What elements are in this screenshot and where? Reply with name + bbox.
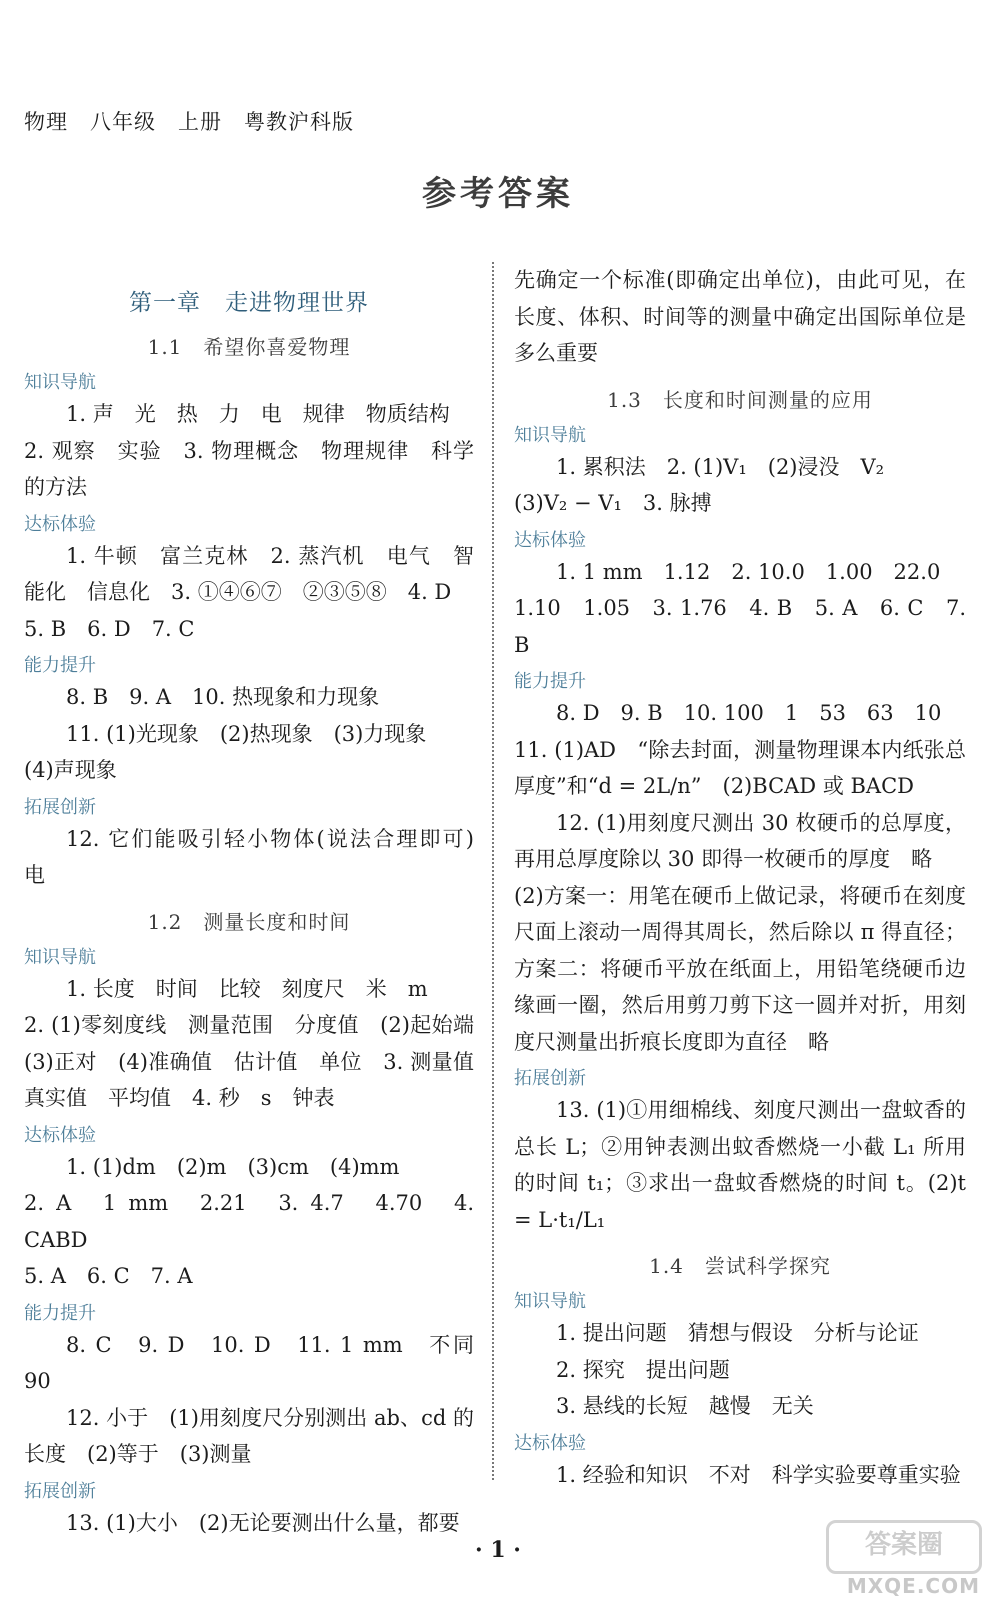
answer-line: 12. 小于 (1)用刻度尺分别测出 ab、cd 的长度 (2)等于 (3)测量 [24,1405,474,1466]
answer-line: 1. 牛顿 富兰克林 2. 蒸汽机 电气 智能化 信息化 3. ①④⑥⑦ ②③⑤⑧ 4. D [24,543,474,604]
watermark-url: MXQE.COM [846,1574,980,1598]
answer-line: 1. 累积法 2. (1)V₁ (2)浸没 V₂ [556,454,885,479]
right-column [514,262,966,1493]
label-extension: 拓展创新 [24,1480,96,1502]
left-column [24,262,495,1541]
answer-line: 5. B 6. D 7. C [24,616,195,641]
label-extension: 拓展创新 [514,1068,586,1089]
label-ability: 能力提升 [24,1302,96,1324]
label-knowledge: 知识导航 [514,1291,586,1312]
answer-line: 8. B 9. A 10. 热现象和力现象 [66,685,380,709]
answer-line: 2. (1)零刻度线 测量范围 分度值 (2)起始端 (3)正对 (4)准确值 估计值 单位 3. 测量值 真实值 平均值 4. 秒 s 钟表 [24,1013,495,1110]
label-knowledge: 知识导航 [514,424,586,446]
answer-continuation: 先确定一个标准(即确定出单位)，由此可见，在长度、体积、时间等的测量中确定出国际单位是多么重要 [514,268,966,365]
book-header: 物理 八年级 上册 粤教沪科版 [24,110,354,134]
label-ability: 能力提升 [24,655,96,676]
label-practice: 达标体验 [24,513,96,535]
answer-line: (2)方案一：用笔在硬币上做记录，将硬币在刻度尺面上滚动一周得其周长，然后除以 π 得直径；方案二：将硬币平放在纸面上，用铅笔绕硬币边缘画一圈，然后用剪刀剪下这一圆并对折，用刻度尺测量出折痕长度即为直径 略 [514,883,966,1054]
label-ability: 能力提升 [514,671,586,692]
answer-line: 1. 经验和知识 不对 科学实验要尊重实验 [556,1462,961,1487]
answer-line: 1.10 1.05 3. 1.76 4. B 5. A 6. C 7. B [514,596,966,657]
answer-line: 11. (1)AD “除去封面，测量物理课本内纸张总厚度”和“d = 2L/n” (2)BCAD 或 BACD [514,737,966,798]
answer-line: (4)声现象 [24,758,117,782]
answer-line: 5. A 6. C 7. A [24,1264,193,1288]
section-title-1-2: 1.2 测量长度和时间 [147,909,351,934]
answer-line: 8. C 9. D 10. D 11. 1 mm 不同 90 [24,1332,495,1393]
label-knowledge: 知识导航 [24,372,96,393]
label-extension: 拓展创新 [24,796,96,818]
label-practice: 达标体验 [514,1432,586,1454]
answer-line: 1. (1)dm (2)m (3)cm (4)mm [66,1154,400,1179]
answer-line: 1. 提出问题 猜想与假设 分析与论证 [556,1321,919,1345]
answer-line: 11. (1)光现象 (2)热现象 (3)力现象 [66,721,427,746]
watermark-logo: 答案圈 [826,1520,982,1574]
label-practice: 达标体验 [514,529,586,551]
answer-line: 13. (1)①用细棉线、刻度尺测出一盘蚊香的总长 L；②用钟表测出蚊香燃烧一小截 L₁ 所用的时间 t₁；③求出一盘蚊香燃烧的时间 t。(2)t = L·t₁/L₁ [514,1098,966,1232]
answer-line: 2. 观察 实验 3. 物理概念 物理规律 科学的方法 [24,438,474,499]
page-title: 参考答案 [422,174,574,214]
answer-line: (3)V₂ − V₁ 3. 脉搏 [514,491,712,515]
page-number: · 1 · [475,1537,521,1563]
answer-line: 13. (1)大小 (2)无论要测出什么量，都要 [66,1510,460,1535]
label-practice: 达标体验 [24,1124,96,1146]
section-title-1-1: 1.1 希望你喜爱物理 [147,335,351,359]
answer-line: 3. 悬线的长短 越慢 无关 [556,1394,814,1418]
answer-line: 8. D 9. B 10. 100 1 53 63 10 [556,701,942,725]
section-title-1-4: 1.4 尝试科学探究 [649,1254,831,1278]
answer-line: 12. 它们能吸引轻小物体(说法合理即可) 电 [24,826,495,887]
label-knowledge: 知识导航 [24,946,96,968]
answer-line: 2. 探究 提出问题 [556,1357,730,1382]
answer-line: 2. A 1 mm 2.21 3. 4.7 4.70 4. CABD [24,1191,474,1252]
column-divider [492,262,494,1480]
chapter-title: 第一章 走进物理世界 [129,290,369,316]
answer-line: 1. 长度 时间 比较 刻度尺 米 m [66,976,428,1001]
answer-line: 1. 声 光 热 力 电 规律 物质结构 [66,402,450,426]
answer-line: 1. 1 mm 1.12 2. 10.0 1.00 22.0 [556,559,941,584]
section-title-1-3: 1.3 长度和时间测量的应用 [607,387,873,412]
answer-line: 12. (1)用刻度尺测出 30 枚硬币的总厚度，再用总厚度除以 30 即得一枚硬币的厚度 略 [514,810,966,871]
